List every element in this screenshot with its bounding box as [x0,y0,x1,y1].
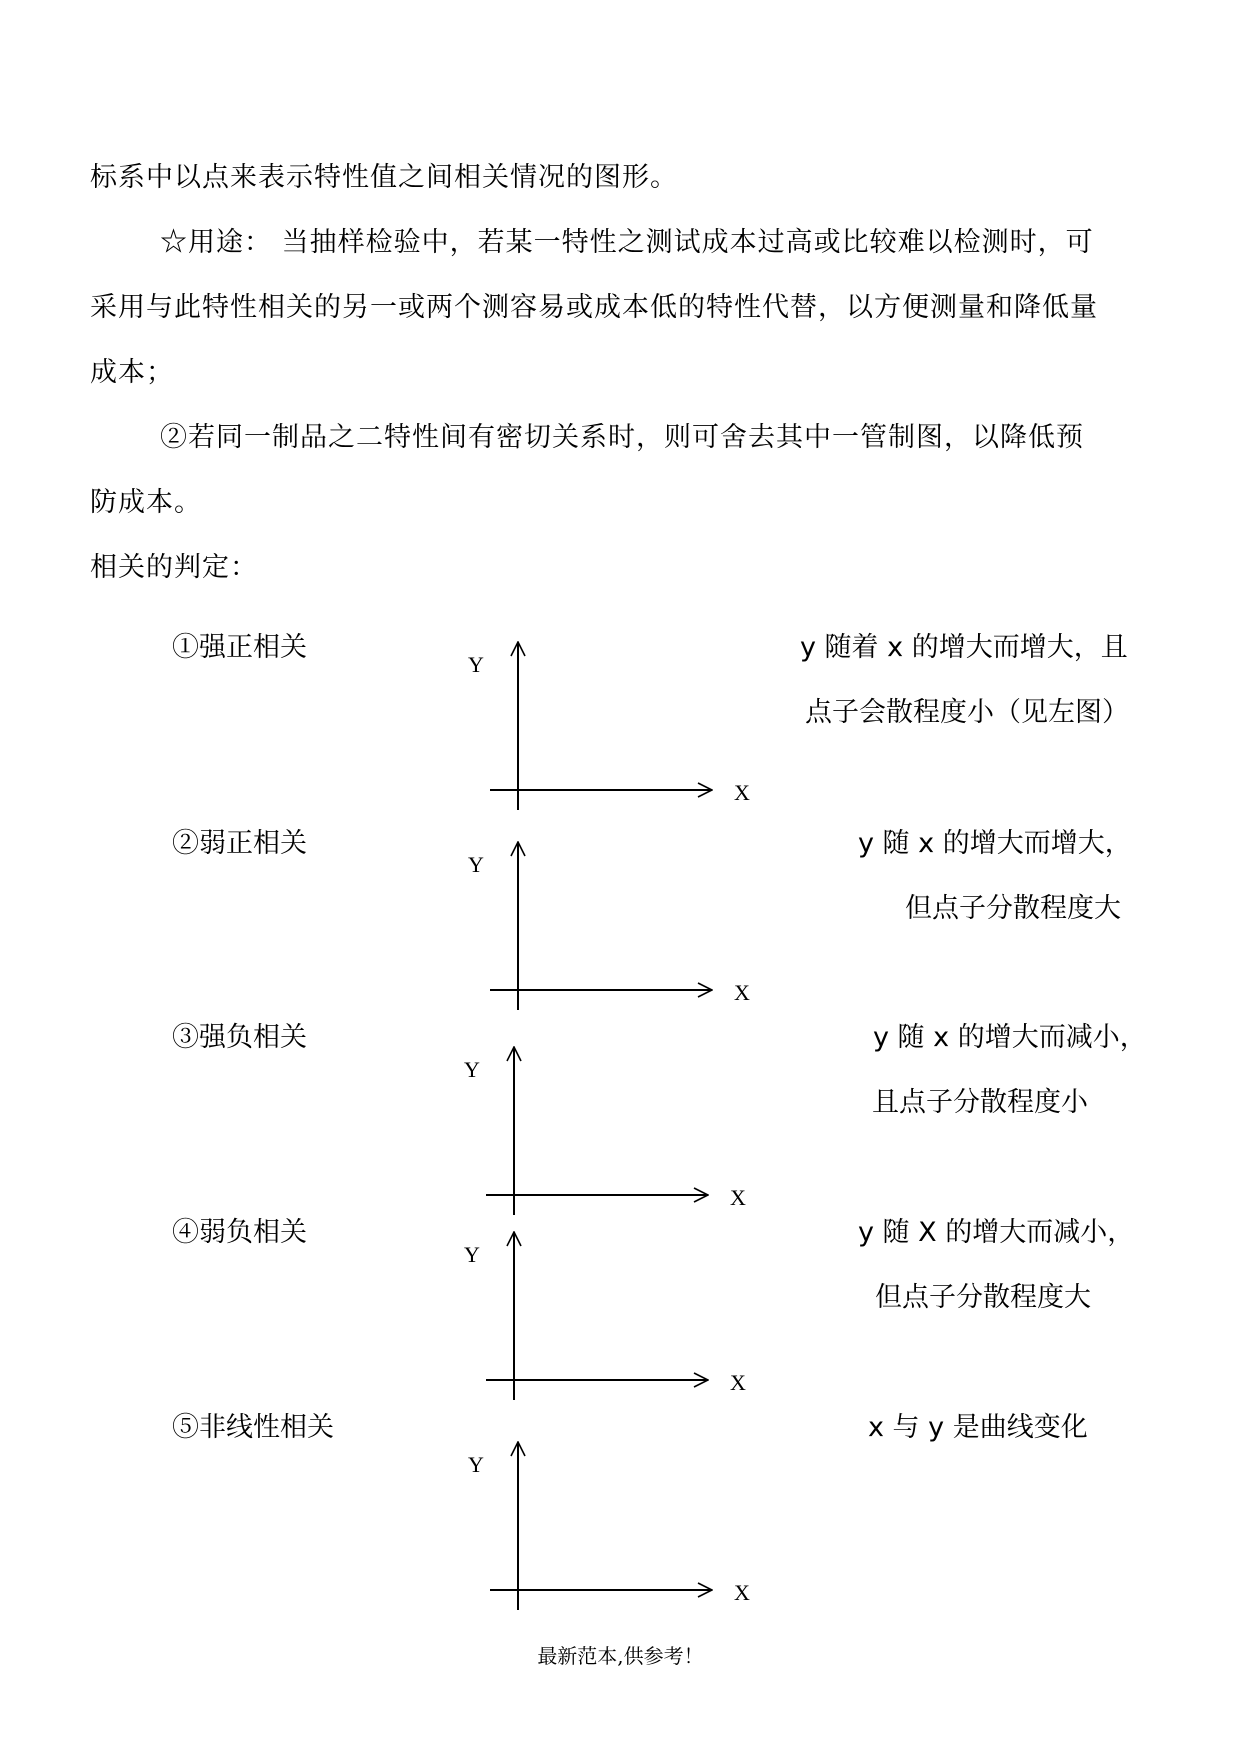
correlation-desc-2-line-1: y 随 x 的增大而增大， [858,828,1132,859]
correlation-label-1: ①强正相关 [172,632,307,663]
correlation-label-3: ③强负相关 [172,1022,307,1053]
paragraph-line: 采用与此特性相关的另一或两个测容易或成本低的特性代替，以方便测量和降低量 [90,292,1098,323]
axes-2 [468,842,750,1010]
x-axis-letter-1: X [734,780,750,805]
y-axis-letter-5: Y [468,1452,484,1477]
correlation-label-5: ⑤非线性相关 [172,1412,334,1443]
correlation-label-4: ④弱负相关 [172,1217,307,1248]
paragraph-line: 标系中以点来表示特性值之间相关情况的图形。 [90,162,678,193]
y-axis-letter-1: Y [468,652,484,677]
correlation-desc-4-line-2: 但点子分散程度大 [875,1282,1091,1313]
x-axis-letter-5: X [734,1580,750,1605]
correlation-desc-5-line-1: x 与 y 是曲线变化 [868,1412,1088,1443]
y-axis-letter-4: Y [464,1242,480,1267]
axes-3 [464,1047,746,1215]
axes-4 [464,1232,746,1400]
correlation-desc-3-line-2: 且点子分散程度小 [872,1087,1088,1118]
paragraph-line: ②若同一制品之二特性间有密切关系时，则可舍去其中一管制图，以降低预 [160,422,1084,453]
paragraph-line: 防成本。 [90,487,202,518]
page-footer: 最新范本,供参考！ [537,1644,704,1668]
paragraph-line: ☆用途： 当抽样检验中，若某一特性之测试成本过高或比较难以检测时，可 [160,227,1094,258]
axes-1 [468,642,750,810]
y-axis-letter-2: Y [468,852,484,877]
x-axis-letter-2: X [734,980,750,1005]
paragraph-line: 成本； [90,357,174,388]
correlation-label-2: ②弱正相关 [172,828,307,859]
correlation-desc-1-line-1: y 随着 x 的增大而增大，且 [800,632,1128,663]
correlation-desc-1-line-2: 点子会散程度小（见左图） [805,697,1129,728]
axes-5 [468,1442,750,1610]
correlation-desc-2-line-2: 但点子分散程度大 [905,893,1121,924]
correlation-desc-3-line-1: y 随 x 的增大而减小， [873,1022,1147,1053]
y-axis-letter-3: Y [464,1057,480,1082]
x-axis-letter-4: X [730,1370,746,1395]
correlation-desc-4-line-1: y 随 X 的增大而减小， [858,1217,1135,1248]
x-axis-letter-3: X [730,1185,746,1210]
section-title: 相关的判定： [90,552,258,583]
